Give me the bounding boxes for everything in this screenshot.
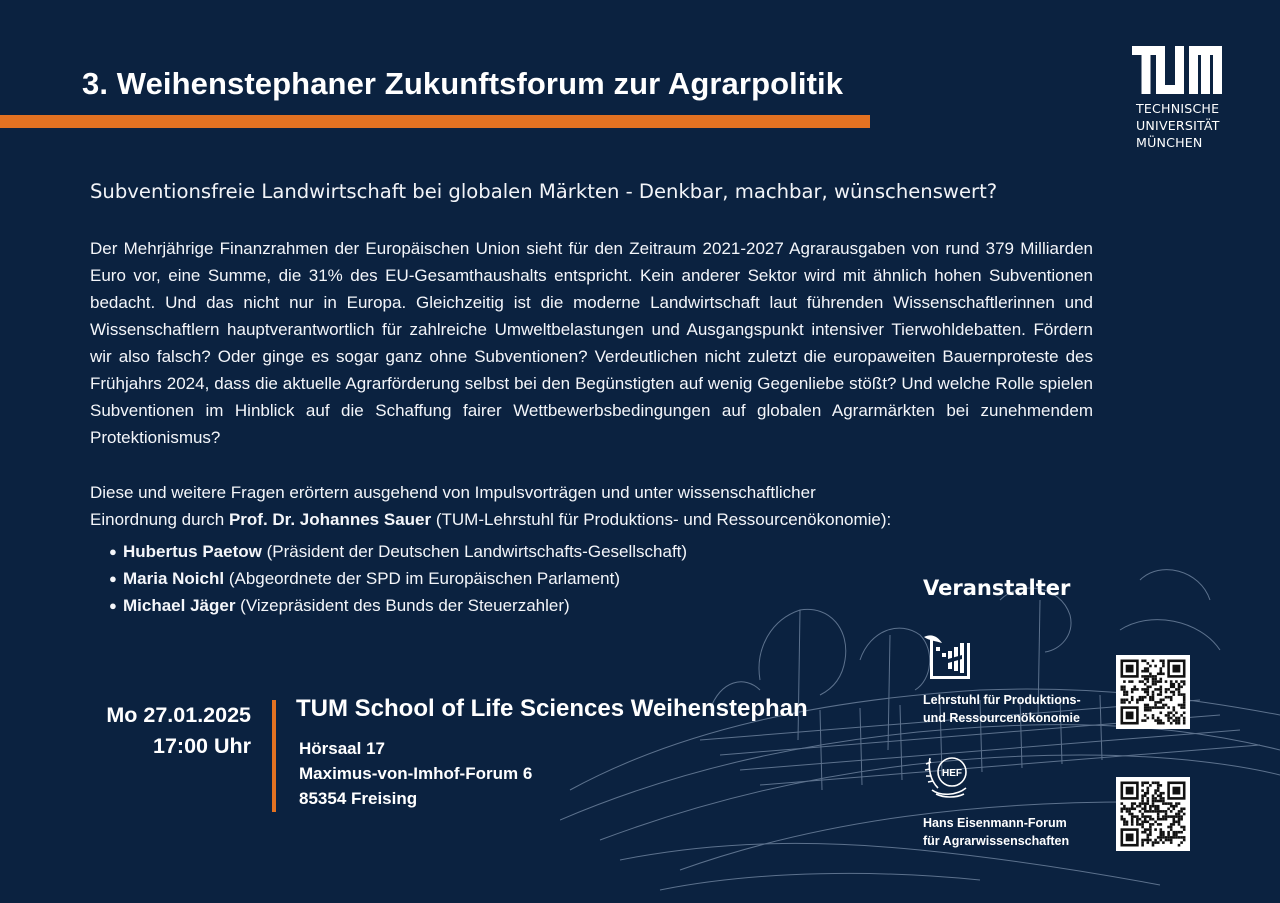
speaker-name: Michael Jäger [123,596,236,615]
event-date: Mo 27.01.2025 [106,703,251,727]
organizer-hef-label [923,814,1069,850]
speaker-item [105,592,687,619]
event-datetime [80,700,251,762]
venue-name: TUM School of Life Sciences Weihenstephan [296,695,808,722]
speaker-list [105,538,687,619]
venue-address [299,736,532,811]
venue-room: Hörsaal 17 [299,739,385,758]
bullet-icon: ● [109,544,117,559]
qr-code-chair[interactable] [1116,655,1190,729]
lead-line-2-start: Einordnung durch [90,510,229,529]
organizer-hef-line: Hans Eisenmann-Forum [923,816,1067,830]
chair-logo-icon [922,633,972,681]
lead-paragraph [90,479,1093,533]
moderator-name: Prof. Dr. Johannes Sauer [228,510,432,529]
speaker-item [105,538,687,565]
tum-logo-icon [1132,46,1222,94]
organizer-chair-line: Lehrstuhl für Produktions- [923,693,1081,707]
organizer-hef-line: für Agrarwissenschaften [923,834,1070,848]
tum-name-line: MÜNCHEN [1136,135,1203,150]
qr-code-hef[interactable] [1116,777,1190,851]
lead-line-1: Diese und weitere Fragen erörtern ausgehend von Impulsvorträgen und unter wissenschaftlicher [90,483,816,502]
bullet-icon: ● [109,598,117,613]
bullet-icon: ● [109,571,117,586]
organizers-heading: Veranstalter [923,576,1071,600]
tum-logo [1132,46,1232,151]
event-subtitle: Subventionsfreie Landwirtschaft bei globalen Märkten - Denkbar, machbar, wünschenswert? [90,180,998,203]
organizer-chair-line: und Ressourcenökonomie [923,711,1080,725]
organizer-chair-label [923,691,1081,727]
speaker-name: Maria Noichl [123,569,225,588]
speaker-role: (Vizepräsident des Bunds der Steuerzahler) [235,596,570,615]
venue-city: 85354 Freising [299,789,418,808]
venue-street: Maximus-von-Imhof-Forum 6 [299,764,533,783]
speaker-role: (Abgeordnete der SPD im Europäischen Parlament) [224,569,621,588]
title-underline [0,115,870,128]
speaker-name: Hubertus Paetow [123,542,262,561]
page-title: 3. Weihenstephaner Zukunftsforum zur Agrarpolitik [82,66,844,101]
event-time: 17:00 Uhr [153,734,251,758]
qr-code-icon [1116,777,1190,851]
intro-paragraph: Der Mehrjährige Finanzrahmen der Europäischen Union sieht für den Zeitraum 2021-2027 Agrarausgaben von rund 379 Milliarden Euro vor, eine Summe, die 31% des EU-Gesamthaushalts entspricht. Kein anderer Sektor wird mit ähnlich hohen Subventionen bedacht. Und das nicht nur in Europa. Gleichzeitig ist die moderne Landwirtschaft laut führenden Wissenschaftlerinnen und Wissenschaftlern hauptverantwortlich für zahlreiche Umweltbelastungen und Ausgangspunkt intensiver Tierwohldebatten. Fördern wir also falsch? Oder ginge es sogar ganz ohne Subventionen? Verdeutlichen nicht zuletzt die europaweiten Bauernproteste des Frühjahrs 2024, dass die aktuelle Agrarförderung selbst bei den Begünstigten auf wenig Gegenliebe stößt? Und welche Rolle spielen Subventionen im Hinblick auf die Schaffung fairer Wettbewerbsbedingungen auf globalen Agrarmärkten bei zunehmendem Protektionismus? [90,239,1093,447]
qr-code-icon [1116,655,1190,729]
hef-logo-icon [922,750,974,800]
tum-name-line: UNIVERSITÄT [1136,118,1220,133]
datetime-divider [272,700,276,812]
speaker-role: (Präsident der Deutschen Landwirtschafts-Gesellschaft) [261,542,688,561]
lead-line-2-end: (TUM-Lehrstuhl für Produktions- und Ressourcenökonomie): [431,510,892,529]
speaker-item [105,565,687,592]
tum-name-line: TECHNISCHE [1136,101,1220,116]
hef-badge-text: HEF [942,768,962,779]
tum-wordmark [1136,100,1232,151]
